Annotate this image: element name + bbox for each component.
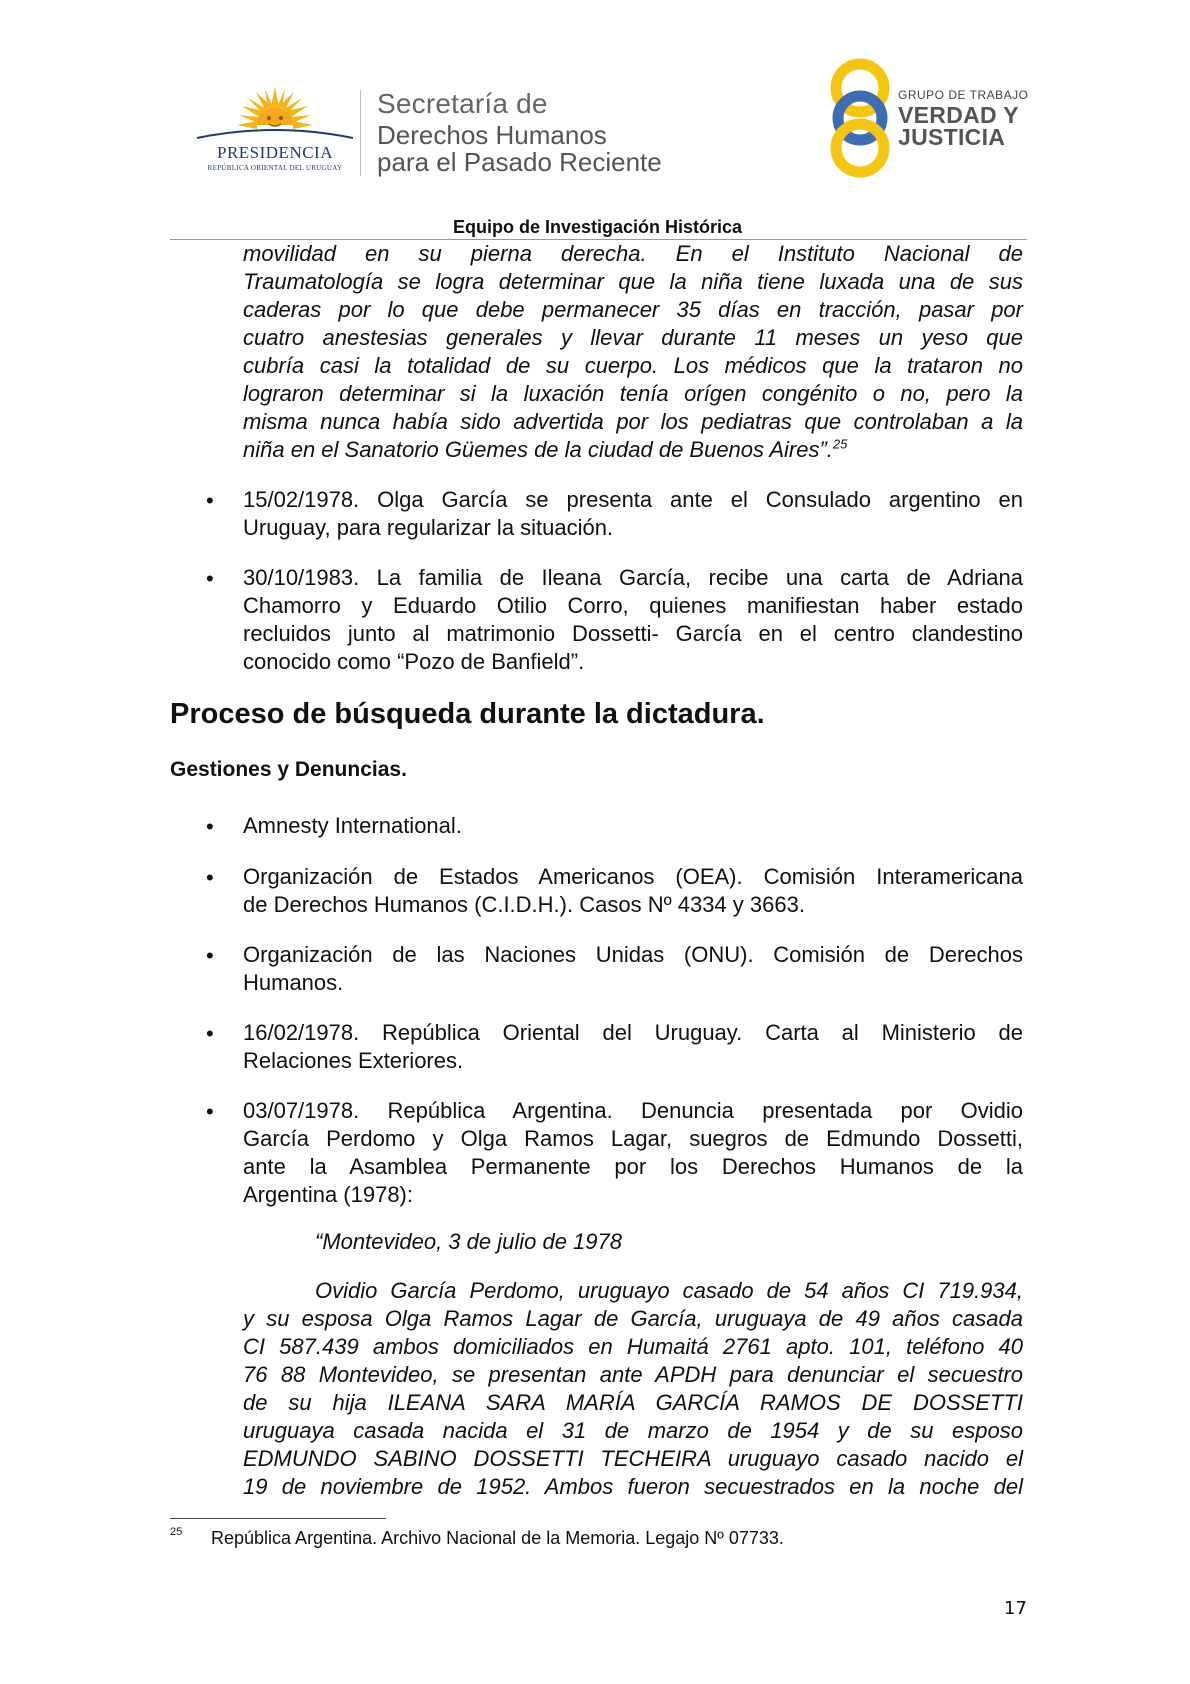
quote1-line: lograron determinar si la luxación tenía orígen congénito o no, pero la — [243, 381, 1023, 406]
grupo-trabajo-label: GRUPO DE TRABAJO — [898, 88, 1029, 102]
bullet-dot: • — [206, 1099, 214, 1124]
quote2-line: de su hija ILEANA SARA MARÍA GARCÍA RAMOS DE DOSSETTI — [243, 1390, 1023, 1415]
quote2-line: EDMUNDO SABINO DOSSETTI TECHEIRA uruguayo casado nacido el — [243, 1446, 1023, 1471]
quote1-line: Traumatología se logra determinar que la niña tiene luxada una de sus — [243, 269, 1023, 294]
footnote-ref: 25 — [832, 436, 848, 452]
quote1-last-line — [243, 436, 1023, 464]
quote2-opening: “Montevideo, 3 de julio de 1978 — [315, 1229, 622, 1254]
section-heading: Proceso de búsqueda durante la dictadura. — [170, 698, 765, 730]
footnote-number: 25 — [170, 1526, 183, 1538]
bullet-dot: • — [206, 566, 214, 591]
footnote-rule — [170, 1518, 386, 1519]
bullet-dot: • — [206, 488, 214, 513]
footnote-text: República Argentina. Archivo Nacional de la Memoria. Legajo Nº 07733. — [211, 1528, 784, 1548]
bullet-line: Chamorro y Eduardo Otilio Corro, quienes manifiestan haber estado — [243, 593, 1023, 618]
bullet-line: Argentina (1978): — [243, 1182, 413, 1207]
quote1-line: movilidad en su pierna derecha. En el Instituto Nacional de — [243, 241, 1023, 266]
justicia-label: JUSTICIA — [898, 124, 1006, 150]
bullet-line: Humanos. — [243, 970, 344, 995]
quote2-line: 19 de noviembre de 1952. Ambos fueron secuestrados en la noche del — [243, 1474, 1023, 1499]
bullet-dot: • — [206, 865, 214, 890]
quote1-line: cuatro anestesias generales y llevar durante 11 meses un yeso que — [243, 325, 1023, 350]
bullet-dot: • — [206, 943, 214, 968]
secretaria-title-line1: Secretaría de — [377, 88, 548, 119]
bullet-line: de Derechos Humanos (C.I.D.H.). Casos Nº 4334 y 3663. — [243, 892, 805, 917]
header-divider — [360, 90, 361, 176]
quote2-line: uruguaya casada nacida el 31 de marzo de 1954 y de su esposo — [243, 1418, 1023, 1443]
bullet-line: 15/02/1978. Olga García se presenta ante el Consulado argentino en — [243, 487, 1023, 512]
secretaria-title-line3: para el Pasado Reciente — [377, 147, 662, 177]
bullet-line: ante la Asamblea Permanente por los Derechos Humanos de la — [243, 1154, 1023, 1179]
quote2-line: 76 88 Montevideo, se presentan ante APDH para denunciar el secuestro — [243, 1362, 1023, 1387]
subsection-heading: Gestiones y Denuncias. — [170, 758, 407, 781]
bullet-dot: • — [206, 1021, 214, 1046]
quote2-line: CI 587.439 ambos domiciliados en Humaitá 2761 apto. 101, teléfono 40 — [243, 1334, 1023, 1359]
verdad-label: VERDAD Y — [898, 102, 1019, 128]
quote1-line: niña en el Sanatorio Güemes de la ciudad de Buenos Aires”. — [243, 437, 833, 462]
bullet-line: García Perdomo y Olga Ramos Lagar, suegros de Edmundo Dossetti, — [243, 1126, 1023, 1151]
secretaria-title-line2: Derechos Humanos — [377, 120, 607, 150]
quote1-line: caderas por lo que debe permanecer 35 días en tracción, pasar por — [243, 297, 1023, 322]
bullet-line: 03/07/1978. República Argentina. Denuncia presentada por Ovidio — [243, 1098, 1023, 1123]
bullet-line: 30/10/1983. La familia de Ileana García, recibe una carta de Adriana — [243, 565, 1023, 590]
verdad-justicia-rings-logo — [820, 58, 900, 178]
bullet-line: Organización de Estados Americanos (OEA). Comisión Interamericana — [243, 864, 1023, 889]
bullet-line: 16/02/1978. República Oriental del Uruguay. Carta al Ministerio de — [243, 1020, 1023, 1045]
presidencia-sublabel: REPÚBLICA ORIENTAL DEL URUGUAY — [207, 164, 343, 172]
bullet-dot: • — [206, 814, 214, 839]
bullet-line: recluidos junto al matrimonio Dossetti- García en el centro clandestino — [243, 621, 1023, 646]
bullet-line: Uruguay, para regularizar la situación. — [243, 515, 614, 540]
quote1-line: misma nunca había sido advertida por los pediatras que controlaban a la — [243, 409, 1023, 434]
bullet-line: Relaciones Exteriores. — [243, 1048, 464, 1073]
presidencia-label: PRESIDENCIA — [216, 143, 333, 162]
quote1-line: cubría casi la totalidad de su cuerpo. Los médicos que la trataron no — [243, 353, 1023, 378]
bullet-line: Amnesty International. — [243, 813, 462, 838]
bullet-line: conocido como “Pozo de Banfield”. — [243, 649, 585, 674]
bullet-line: Organización de las Naciones Unidas (ONU). Comisión de Derechos — [243, 942, 1023, 967]
team-title: Equipo de Investigación Histórica — [452, 217, 743, 237]
quote2-line: Ovidio García Perdomo, uruguayo casado de 54 años CI 719.934, — [315, 1278, 1023, 1303]
page-number: 17 — [1004, 1598, 1027, 1619]
quote2-line: y su esposa Olga Ramos Lagar de García, uruguaya de 49 años casada — [243, 1306, 1023, 1331]
